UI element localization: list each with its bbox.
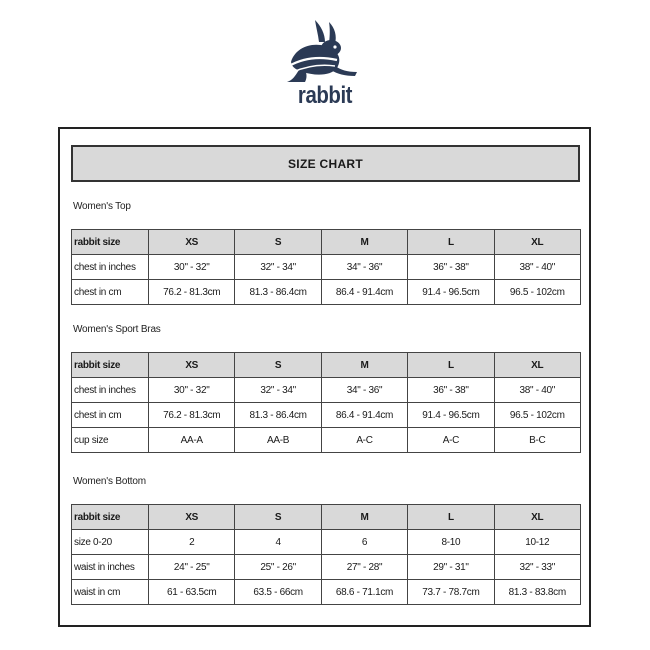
- header-cell: M: [321, 505, 407, 530]
- table-cell: 38" - 40": [494, 378, 580, 403]
- table-row: [72, 378, 581, 403]
- table-cell: 4: [235, 530, 321, 555]
- section-label-womens-sport-bras: Women's Sport Bras: [73, 324, 161, 335]
- table-row: [72, 280, 581, 305]
- table-cell: 96.5 - 102cm: [494, 403, 580, 428]
- header-cell: XS: [149, 230, 235, 255]
- table-cell: 91.4 - 96.5cm: [408, 403, 494, 428]
- section-label-womens-bottom: Women's Bottom: [73, 476, 146, 487]
- table-cell: A-C: [408, 428, 494, 453]
- table-cell: A-C: [321, 428, 407, 453]
- table-cell: AA-A: [149, 428, 235, 453]
- row-label-cell: chest in inches: [72, 378, 149, 403]
- table-cell: 10-12: [494, 530, 580, 555]
- table-cell: 34" - 36": [321, 255, 407, 280]
- table-row: [72, 555, 581, 580]
- table-womens-top: [71, 229, 581, 305]
- table-cell: 2: [149, 530, 235, 555]
- table-cell: 81.3 - 83.8cm: [494, 580, 580, 605]
- header-cell: XS: [149, 353, 235, 378]
- row-label-cell: chest in cm: [72, 403, 149, 428]
- table-row: [72, 530, 581, 555]
- table-row: [72, 255, 581, 280]
- table-cell: 6: [321, 530, 407, 555]
- table-cell: 81.3 - 86.4cm: [235, 403, 321, 428]
- header-cell: XL: [494, 353, 580, 378]
- table-cell: 29" - 31": [408, 555, 494, 580]
- table-cell: 76.2 - 81.3cm: [149, 280, 235, 305]
- table-cell: 36" - 38": [408, 255, 494, 280]
- header-cell: M: [321, 353, 407, 378]
- header-cell: S: [235, 505, 321, 530]
- table-cell: 25" - 26": [235, 555, 321, 580]
- table-cell: 36" - 38": [408, 378, 494, 403]
- header-cell: L: [408, 353, 494, 378]
- table-cell: 32" - 34": [235, 378, 321, 403]
- header-cell: XS: [149, 505, 235, 530]
- table-header-row: [72, 353, 581, 378]
- table-row: [72, 428, 581, 453]
- table-cell: 24" - 25": [149, 555, 235, 580]
- rabbit-logo-icon: [285, 18, 365, 86]
- row-label-cell: waist in inches: [72, 555, 149, 580]
- header-cell: S: [235, 353, 321, 378]
- table-cell: 68.6 - 71.1cm: [321, 580, 407, 605]
- table-cell: 34" - 36": [321, 378, 407, 403]
- table-cell: 96.5 - 102cm: [494, 280, 580, 305]
- table-row: [72, 403, 581, 428]
- row-label-cell: chest in cm: [72, 280, 149, 305]
- table-cell: 8-10: [408, 530, 494, 555]
- size-chart-frame: [58, 127, 591, 627]
- table-cell: 30" - 32": [149, 378, 235, 403]
- header-cell: rabbit size: [72, 505, 149, 530]
- table-womens-bottom: [71, 504, 581, 605]
- row-label-cell: chest in inches: [72, 255, 149, 280]
- table-row: [72, 580, 581, 605]
- header-cell: rabbit size: [72, 353, 149, 378]
- table-cell: 30" - 32": [149, 255, 235, 280]
- table-cell: 81.3 - 86.4cm: [235, 280, 321, 305]
- table-cell: 73.7 - 78.7cm: [408, 580, 494, 605]
- header-cell: M: [321, 230, 407, 255]
- table-cell: 27" - 28": [321, 555, 407, 580]
- table-cell: 38" - 40": [494, 255, 580, 280]
- table-cell: 91.4 - 96.5cm: [408, 280, 494, 305]
- row-label-cell: size 0-20: [72, 530, 149, 555]
- table-cell: AA-B: [235, 428, 321, 453]
- header-cell: L: [408, 505, 494, 530]
- section-label-womens-top: Women's Top: [73, 201, 131, 212]
- brand-wordmark: rabbit: [297, 82, 353, 109]
- table-cell: B-C: [494, 428, 580, 453]
- row-label-cell: cup size: [72, 428, 149, 453]
- size-chart-title: SIZE CHART: [71, 145, 580, 182]
- table-cell: 86.4 - 91.4cm: [321, 280, 407, 305]
- header-cell: rabbit size: [72, 230, 149, 255]
- table-cell: 76.2 - 81.3cm: [149, 403, 235, 428]
- header-cell: XL: [494, 230, 580, 255]
- table-cell: 61 - 63.5cm: [149, 580, 235, 605]
- header-cell: S: [235, 230, 321, 255]
- table-womens-sport-bras: [71, 352, 581, 453]
- header-cell: XL: [494, 505, 580, 530]
- row-label-cell: waist in cm: [72, 580, 149, 605]
- table-header-row: [72, 505, 581, 530]
- brand-logo: [275, 18, 375, 113]
- table-cell: 32" - 34": [235, 255, 321, 280]
- table-cell: 32" - 33": [494, 555, 580, 580]
- table-cell: 86.4 - 91.4cm: [321, 403, 407, 428]
- table-cell: 63.5 - 66cm: [235, 580, 321, 605]
- header-cell: L: [408, 230, 494, 255]
- table-header-row: [72, 230, 581, 255]
